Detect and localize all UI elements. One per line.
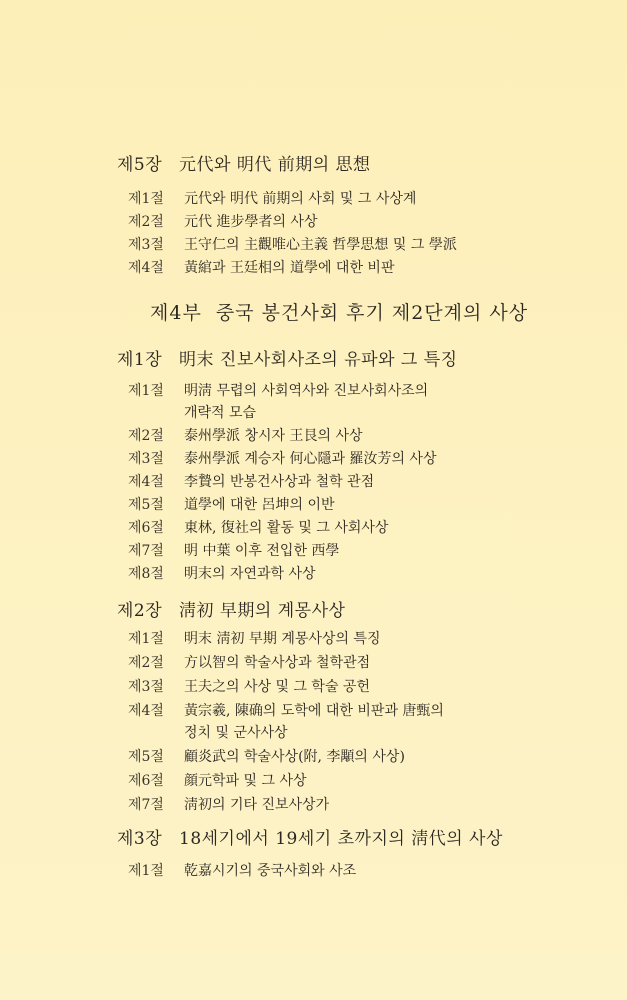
section-item: [128, 380, 428, 400]
section-number: 제2절: [128, 655, 164, 671]
section-number: 제7절: [128, 543, 164, 559]
section-item: [128, 471, 374, 491]
section-title: 元代 進步學者의 사상: [184, 214, 318, 230]
section-number: 제5절: [128, 749, 164, 765]
section-number: 제3절: [128, 451, 164, 467]
section-number: 제1절: [128, 383, 164, 399]
chapter-5-heading: [117, 150, 371, 175]
section-item: [128, 794, 329, 814]
section-title: 顔元학파 및 그 사상: [184, 773, 307, 789]
section-item: [128, 425, 363, 445]
section-title: 明末의 자연과학 사상: [184, 566, 316, 582]
section-item: [128, 448, 436, 468]
section-title: 李贄의 반봉건사상과 철학 관점: [184, 474, 375, 490]
part-title: 중국 봉건사회 후기 제2단계의 사상: [215, 302, 529, 324]
section-item: [128, 257, 394, 277]
section-item: [128, 188, 416, 208]
section-item: [128, 494, 335, 514]
section-title: 方以智의 학술사상과 철학관점: [184, 655, 371, 671]
section-item: [128, 234, 457, 254]
section-item: [128, 652, 370, 672]
section-item: [128, 770, 307, 790]
section-number: 제6절: [128, 773, 164, 789]
section-title: 元代와 明代 前期의 사회 및 그 사상계: [184, 191, 417, 207]
section-title: 泰州學派 창시자 王艮의 사상: [184, 428, 363, 444]
section-number: 제1절: [128, 863, 164, 879]
section-number: 제7절: [128, 797, 164, 813]
section-title: 明末 淸初 早期 계몽사상의 특징: [184, 631, 381, 647]
chapter-number: 제1장: [117, 350, 163, 370]
section-title: 王守仁의 主觀唯心主義 哲學思想 및 그 學派: [184, 237, 457, 253]
chapter-title: 元代와 明代 前期의 思想: [179, 155, 371, 175]
section-title: 黃宗羲, 陳确의 도학에 대한 비판과 唐甄의: [184, 703, 444, 719]
section-title-continued: 개략적 모습: [184, 405, 257, 421]
section-title: 王夫之의 사상 및 그 학술 공헌: [184, 679, 370, 695]
chapter-3-heading: [117, 824, 503, 849]
chapter-number: 제2장: [117, 601, 163, 621]
section-title: 明 中葉 이후 전입한 西學: [184, 543, 340, 559]
section-number: 제2절: [128, 214, 164, 230]
section-number: 제2절: [128, 428, 164, 444]
chapter-2-heading: [117, 596, 345, 621]
chapter-1-heading: [117, 345, 458, 370]
section-number: 제6절: [128, 520, 164, 536]
section-number: 제3절: [128, 237, 164, 253]
section-title: 泰州學派 계승자 何心隱과 羅汝芳의 사상: [184, 451, 437, 467]
section-number: 제3절: [128, 679, 164, 695]
section-number: 제4절: [128, 260, 164, 276]
section-item: [128, 563, 316, 583]
chapter-number: 제5장: [117, 155, 163, 175]
section-item: [128, 628, 380, 648]
section-item: [128, 700, 444, 720]
section-item: [128, 517, 388, 537]
section-item: [128, 211, 317, 231]
section-number: 제5절: [128, 497, 164, 513]
section-number: 제1절: [128, 191, 164, 207]
section-title: 明淸 무렵의 사회역사와 진보사회사조의: [184, 383, 429, 399]
section-number: 제4절: [128, 703, 164, 719]
section-title: 乾嘉시기의 중국사회와 사조: [184, 863, 357, 879]
section-item: [128, 676, 370, 696]
section-number: 제8절: [128, 566, 164, 582]
chapter-title: 淸初 早期의 계몽사상: [179, 601, 346, 621]
section-title-continued: 정치 및 군사사상: [184, 725, 288, 741]
section-item: [128, 860, 356, 880]
section-item: [128, 540, 339, 560]
chapter-number: 제3장: [117, 829, 163, 849]
section-title: 淸初의 기타 진보사상가: [184, 797, 330, 813]
section-item: [128, 746, 405, 766]
section-number: 제4절: [128, 474, 164, 490]
part-4-heading: [150, 298, 528, 325]
section-title: 黃綰과 王廷相의 道學에 대한 비판: [184, 260, 395, 276]
chapter-title: 18세기에서 19세기 초까지의 淸代의 사상: [179, 829, 503, 849]
section-title: 東林, 復社의 활동 및 그 사회사상: [184, 520, 389, 536]
section-title: 顧炎武의 학술사상(附, 李顒의 사상): [184, 749, 405, 765]
chapter-title: 明末 진보사회사조의 유파와 그 특징: [179, 350, 458, 370]
section-number: 제1절: [128, 631, 164, 647]
part-number: 제4부: [150, 302, 202, 324]
section-title: 道學에 대한 呂坤의 이반: [184, 497, 335, 513]
